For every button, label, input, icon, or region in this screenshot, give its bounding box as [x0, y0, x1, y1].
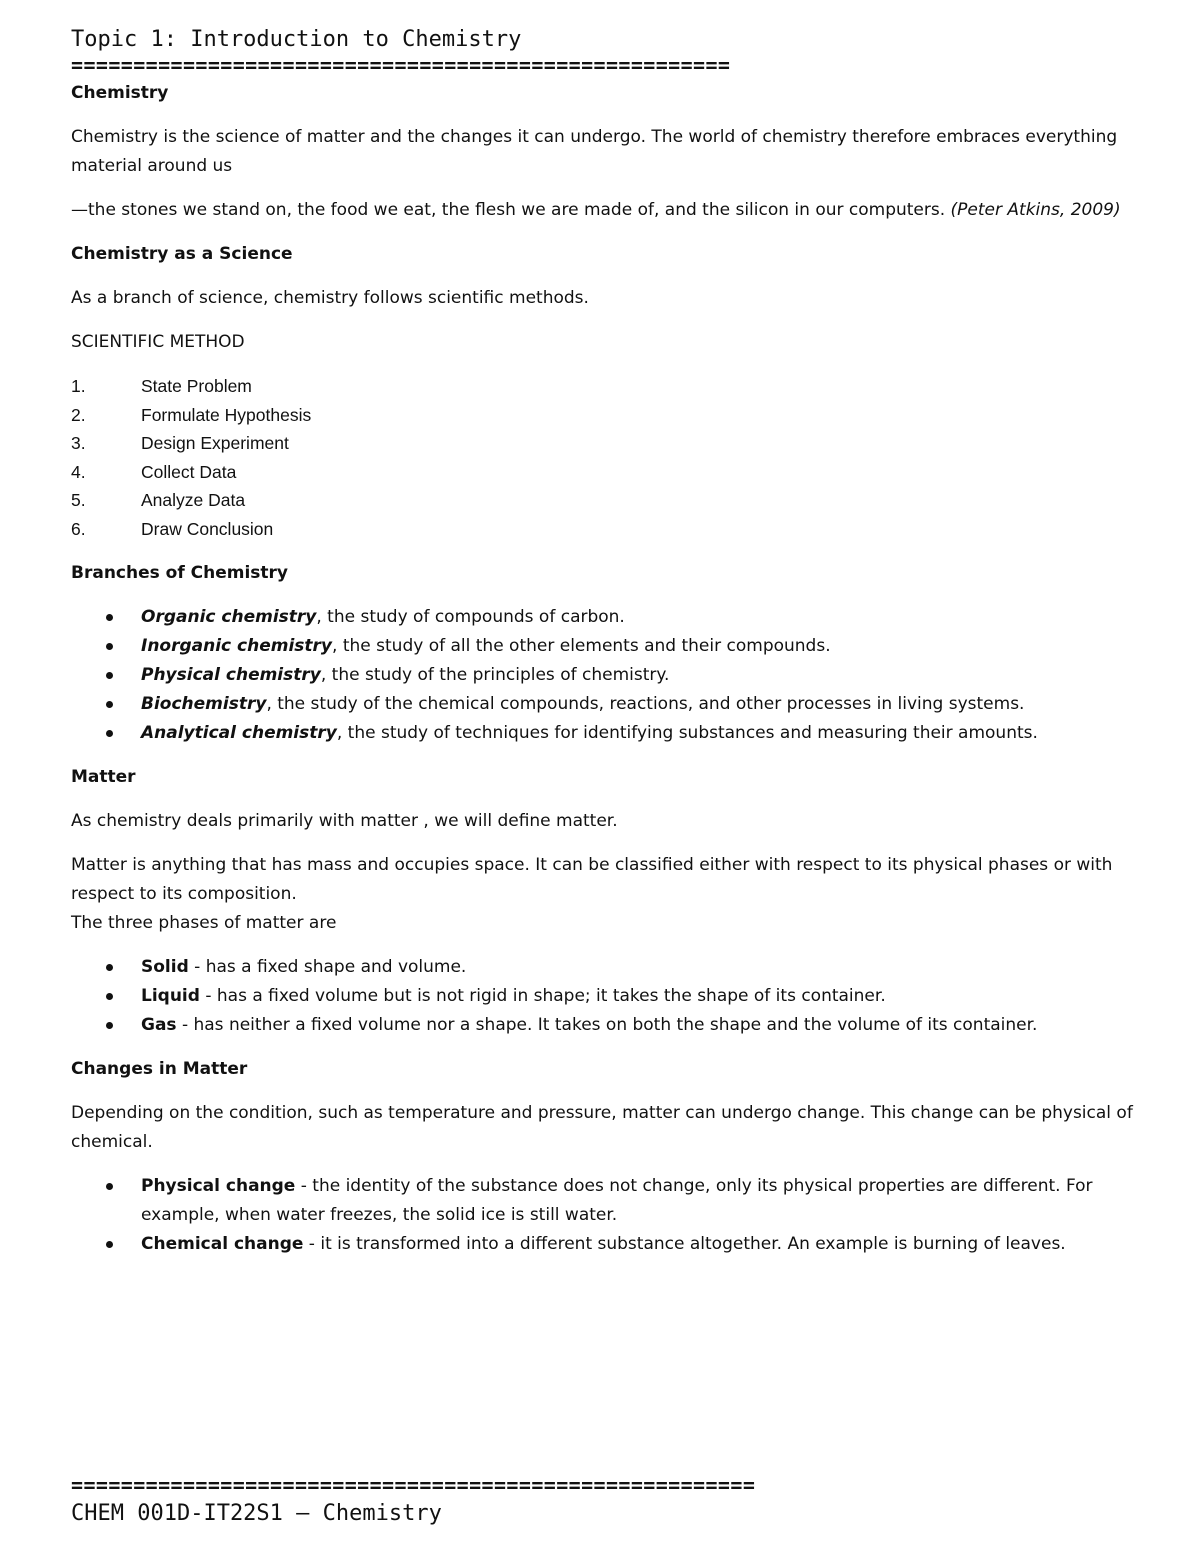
step-number: 5. [71, 490, 86, 511]
heading-chemistry-as-science: Chemistry as a Science [71, 244, 293, 264]
branch-description: , the study of all the other elements and their compounds. [332, 635, 831, 656]
footer-rule: ======================================================= [71, 1473, 756, 1497]
heading-matter: Matter [71, 766, 136, 787]
list-item [71, 719, 1133, 748]
branch-term: Organic chemistry [141, 606, 317, 627]
branch-term: Biochemistry [141, 693, 267, 714]
list-item [71, 661, 1133, 690]
phase-description: - has a fixed shape and volume. [188, 956, 467, 977]
change-description: - it is transformed into a different substance altogether. An example is burning of leaves. [303, 1233, 1066, 1254]
document-title: Topic 1: Introduction to Chemistry [71, 27, 522, 52]
list-item [71, 458, 1133, 487]
step-text: Design Experiment [141, 433, 289, 454]
heading-changes-in-matter: Changes in Matter [71, 1058, 248, 1079]
heading-branches: Branches of Chemistry [71, 562, 289, 583]
bullet-icon [71, 1011, 141, 1040]
branch-description: , the study of compounds of carbon. [316, 606, 625, 627]
step-number: 3. [71, 433, 86, 454]
matter-paragraph-1: As chemistry deals primarily with matter , we will define matter. [71, 810, 618, 831]
step-text: Analyze Data [141, 490, 246, 511]
branch-term: Analytical chemistry [141, 722, 337, 743]
bullet-icon [71, 603, 141, 632]
change-term: Chemical change [141, 1233, 304, 1254]
step-text: Draw Conclusion [141, 518, 274, 539]
bullet-icon [71, 982, 141, 1011]
change-description: - the identity of the substance does not change, only its physical properties are different. For example, when water freezes, the solid ice is still water. [141, 1175, 1093, 1225]
list-item [71, 429, 1133, 458]
step-text: Formulate Hypothesis [141, 404, 312, 425]
chemistry-paragraph-1: Chemistry is the science of matter and the changes it can undergo. The world of chemistry therefore embraces everything material around us [71, 127, 1118, 176]
phase-term: Gas [141, 1014, 177, 1035]
document-page [71, 26, 1133, 1259]
list-item [71, 486, 1133, 515]
phases-list [71, 953, 1133, 1040]
footer-course-label: CHEM 001D-IT22S1 – Chemistry [71, 1501, 442, 1526]
changes-paragraph: Depending on the condition, such as temperature and pressure, matter can undergo change. This change can be physical of chemical. [71, 1102, 1133, 1152]
quote-citation: (Peter Atkins, 2009) [950, 200, 1121, 220]
branch-description: , the study of the chemical compounds, reactions, and other processes in living systems. [266, 693, 1025, 714]
list-item [71, 690, 1133, 719]
list-item [71, 401, 1133, 430]
list-item [71, 982, 1133, 1011]
phase-description: - has a fixed volume but is not rigid in shape; it takes the shape of its container. [199, 985, 886, 1006]
list-item [71, 1230, 1133, 1259]
phase-term: Liquid [141, 985, 200, 1006]
branches-list [71, 603, 1133, 748]
step-number: 2. [71, 404, 86, 425]
branch-description: , the study of techniques for identifying substances and measuring their amounts. [336, 722, 1038, 743]
quote-text: —the stones we stand on, the food we eat, the flesh we are made of, and the silicon in our computers. [71, 200, 951, 220]
step-number: 6. [71, 518, 86, 539]
list-item [71, 1172, 1133, 1230]
matter-paragraph-3: The three phases of matter are [71, 912, 337, 933]
list-item [71, 1011, 1133, 1040]
scientific-method-label: SCIENTIFIC METHOD [71, 332, 245, 352]
list-item [71, 953, 1133, 982]
scientific-method-steps [71, 372, 1133, 544]
title-rule: ===================================================== [71, 53, 731, 77]
chemistry-paragraph-2 [71, 196, 1133, 225]
science-paragraph: As a branch of science, chemistry follows scientific methods. [71, 288, 589, 308]
change-term: Physical change [141, 1175, 296, 1196]
bullet-icon [71, 1172, 141, 1230]
bullet-icon [71, 632, 141, 661]
list-item [71, 515, 1133, 544]
bullet-icon [71, 719, 141, 748]
phase-description: - has neither a fixed volume nor a shape. It takes on both the shape and the volume of its container. [176, 1014, 1038, 1035]
step-number: 1. [71, 376, 86, 396]
heading-chemistry: Chemistry [71, 83, 169, 103]
list-item [71, 372, 1133, 401]
list-item [71, 632, 1133, 661]
bullet-icon [71, 953, 141, 982]
bullet-icon [71, 1230, 141, 1259]
step-text: Collect Data [141, 461, 237, 482]
bullet-icon [71, 690, 141, 719]
page-footer [71, 1474, 1171, 1528]
changes-list [71, 1172, 1133, 1259]
branch-description: , the study of the principles of chemistry. [320, 664, 670, 685]
branch-term: Inorganic chemistry [141, 635, 333, 656]
matter-paragraph-2: Matter is anything that has mass and occupies space. It can be classified either with respect to its physical phases or with respect to its composition. [71, 854, 1113, 904]
bullet-icon [71, 661, 141, 690]
step-text: State Problem [141, 376, 252, 396]
branch-term: Physical chemistry [141, 664, 321, 685]
list-item [71, 603, 1133, 632]
step-number: 4. [71, 461, 86, 482]
phase-term: Solid [141, 956, 189, 977]
